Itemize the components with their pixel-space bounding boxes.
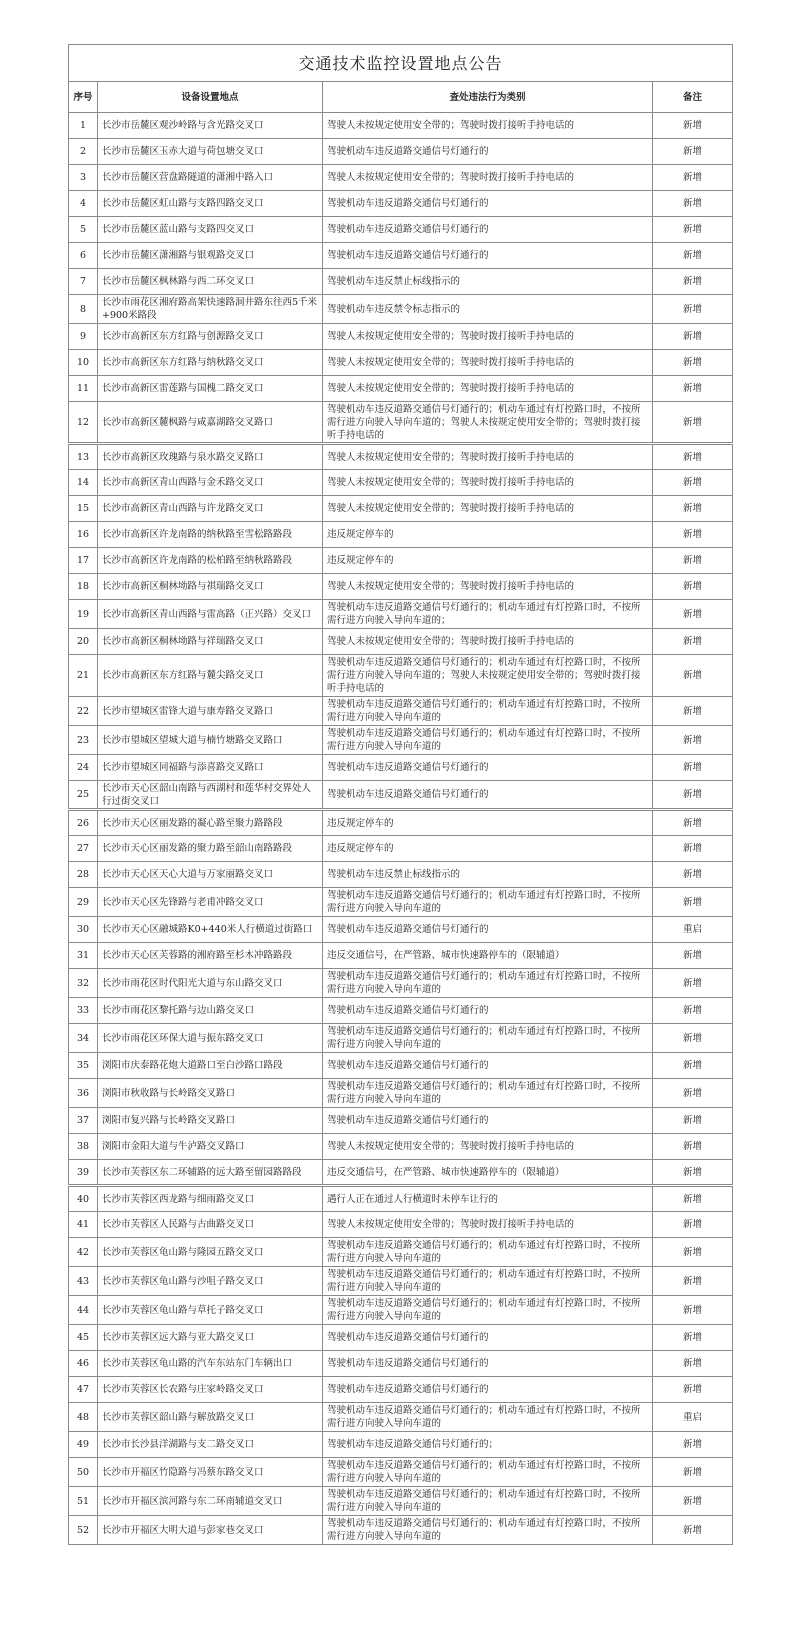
table-row: [69, 113, 733, 139]
row-violation: 驾驶机动车违反道路交通信号灯通行的；机动车通过有灯控路口时，不按所需行进方向驶入导向车道的；: [323, 600, 653, 629]
row-number: 34: [69, 1024, 98, 1053]
row-remark: 新增: [653, 600, 733, 629]
table-row: [69, 917, 733, 943]
row-number: 37: [69, 1108, 98, 1134]
row-violation: 驾驶机动车违反道路交通信号灯通行的: [323, 781, 653, 810]
row-remark: 新增: [653, 444, 733, 470]
row-violation: 驾驶人未按规定使用安全带的；驾驶时拨打接听手持电话的: [323, 496, 653, 522]
row-remark: 新增: [653, 629, 733, 655]
table-row: [69, 496, 733, 522]
row-violation: 驾驶人未按规定使用安全带的；驾驶时拨打接听手持电话的: [323, 1212, 653, 1238]
table-row: [69, 1186, 733, 1212]
row-remark: 新增: [653, 574, 733, 600]
row-remark: 新增: [653, 295, 733, 324]
row-number: 35: [69, 1053, 98, 1079]
row-number: 7: [69, 269, 98, 295]
row-violation: 驾驶人未按规定使用安全带的；驾驶时拨打接听手持电话的: [323, 1134, 653, 1160]
row-number: 15: [69, 496, 98, 522]
table-row: [69, 1134, 733, 1160]
row-number: 41: [69, 1212, 98, 1238]
row-remark: 新增: [653, 139, 733, 165]
row-violation: 驾驶机动车违反道路交通信号灯通行的: [323, 191, 653, 217]
row-violation: 驾驶人未按规定使用安全带的；驾驶时拨打接听手持电话的: [323, 574, 653, 600]
table-row: [69, 969, 733, 998]
row-violation: 驾驶机动车违反道路交通信号灯通行的；机动车通过有灯控路口时，不按所需行进方向驶入导向车道的: [323, 1238, 653, 1267]
row-violation: 驾驶机动车违反道路交通信号灯通行的；机动车通过有灯控路口时，不按所需行进方向驶入导向车道的: [323, 888, 653, 917]
row-remark: 新增: [653, 1377, 733, 1403]
row-violation: 违反规定停车的: [323, 836, 653, 862]
row-number: 23: [69, 726, 98, 755]
row-remark: 新增: [653, 113, 733, 139]
row-number: 19: [69, 600, 98, 629]
row-violation: 驾驶机动车违反道路交通信号灯通行的: [323, 917, 653, 943]
header-no: 序号: [69, 82, 98, 113]
row-number: 11: [69, 376, 98, 402]
row-location: 长沙市芙蓉区龟山路与草托子路交叉口: [98, 1296, 323, 1325]
row-number: 5: [69, 217, 98, 243]
row-location: 长沙市天心区丽发路的凝心路至聚力路路段: [98, 810, 323, 836]
row-violation: 驾驶机动车违反禁止标线指示的: [323, 269, 653, 295]
table-row: [69, 810, 733, 836]
row-location: 长沙市望城区同福路与添喜路交叉路口: [98, 755, 323, 781]
row-location: 浏阳市秋收路与长岭路交叉路口: [98, 1079, 323, 1108]
row-violation: 驾驶机动车违反道路交通信号灯通行的；: [323, 1432, 653, 1458]
table-row: [69, 139, 733, 165]
table-row: [69, 998, 733, 1024]
row-violation: 违反交通信号，在严管路、城市快速路停车的（限辅道）: [323, 943, 653, 969]
row-remark: 新增: [653, 943, 733, 969]
table-row: [69, 574, 733, 600]
row-number: 29: [69, 888, 98, 917]
row-location: 长沙市芙蓉区人民路与古曲路交叉口: [98, 1212, 323, 1238]
row-violation: 驾驶人未按规定使用安全带的；驾驶时拨打接听手持电话的: [323, 444, 653, 470]
announcement-sheet: [68, 44, 732, 1545]
row-number: 21: [69, 655, 98, 697]
row-location: 长沙市高新区青山西路与许龙路交叉口: [98, 496, 323, 522]
monitoring-table: [68, 44, 733, 1545]
row-number: 25: [69, 781, 98, 810]
row-remark: 新增: [653, 1238, 733, 1267]
page-title: 交通技术监控设置地点公告: [69, 45, 733, 82]
row-location: 长沙市岳麓区潇湘路与银观路交叉口: [98, 243, 323, 269]
row-violation: 违反规定停车的: [323, 548, 653, 574]
table-row: [69, 600, 733, 629]
row-violation: 驾驶机动车违反道路交通信号灯通行的: [323, 755, 653, 781]
row-remark: 新增: [653, 522, 733, 548]
table-row: [69, 1212, 733, 1238]
row-remark: 新增: [653, 269, 733, 295]
row-location: 长沙市岳麓区观沙岭路与含光路交叉口: [98, 113, 323, 139]
header-remark: 备注: [653, 82, 733, 113]
row-remark: 新增: [653, 998, 733, 1024]
table-row: [69, 217, 733, 243]
row-violation: 驾驶人未按规定使用安全带的；驾驶时拨打接听手持电话的: [323, 376, 653, 402]
row-location: 长沙市雨花区黎托路与边山路交叉口: [98, 998, 323, 1024]
row-location: 长沙市岳麓区玉赤大道与荷包塘交叉口: [98, 139, 323, 165]
title-row: [69, 45, 733, 82]
row-remark: 新增: [653, 165, 733, 191]
row-remark: 新增: [653, 376, 733, 402]
row-location: 长沙市高新区东方红路与创源路交叉口: [98, 324, 323, 350]
row-location: 长沙市天心区韶山南路与西湖村和莲华村交界处人行过街交叉口: [98, 781, 323, 810]
row-remark: 新增: [653, 1108, 733, 1134]
row-location: 长沙市高新区青山西路与雷高路（正兴路）交叉口: [98, 600, 323, 629]
row-number: 4: [69, 191, 98, 217]
row-number: 13: [69, 444, 98, 470]
row-location: 长沙市长沙县洋湖路与支二路交叉口: [98, 1432, 323, 1458]
row-remark: 新增: [653, 324, 733, 350]
table-row: [69, 350, 733, 376]
row-violation: 违反规定停车的: [323, 522, 653, 548]
row-remark: 新增: [653, 655, 733, 697]
row-violation: 驾驶人未按规定使用安全带的；驾驶时拨打接听手持电话的: [323, 350, 653, 376]
row-remark: 新增: [653, 217, 733, 243]
row-location: 长沙市芙蓉区龟山路与隆园五路交叉口: [98, 1238, 323, 1267]
table-row: [69, 1296, 733, 1325]
row-remark: 新增: [653, 755, 733, 781]
row-violation: 驾驶人未按规定使用安全带的；驾驶时拨打接听手持电话的: [323, 629, 653, 655]
row-location: 长沙市岳麓区虹山路与支路四路交叉口: [98, 191, 323, 217]
row-remark: 新增: [653, 1516, 733, 1545]
row-location: 长沙市天心区丽发路的聚力路至韶山南路路段: [98, 836, 323, 862]
row-location: 长沙市芙蓉区龟山路与沙咀子路交叉口: [98, 1267, 323, 1296]
table-row: [69, 755, 733, 781]
row-remark: 新增: [653, 470, 733, 496]
row-number: 39: [69, 1160, 98, 1186]
table-row: [69, 836, 733, 862]
table-row: [69, 943, 733, 969]
row-location: 长沙市芙蓉区西龙路与细雨路交叉口: [98, 1186, 323, 1212]
row-remark: 新增: [653, 1458, 733, 1487]
row-violation: 遇行人正在通过人行横道时未停车让行的: [323, 1186, 653, 1212]
row-remark: 新增: [653, 350, 733, 376]
table-row: [69, 1267, 733, 1296]
row-location: 长沙市高新区雷莲路与国槐二路交叉口: [98, 376, 323, 402]
row-number: 24: [69, 755, 98, 781]
row-number: 27: [69, 836, 98, 862]
header-violation: 查处违法行为类别: [323, 82, 653, 113]
row-location: 长沙市高新区桐林坳路与祺瑞路交叉口: [98, 574, 323, 600]
table-row: [69, 1053, 733, 1079]
row-location: 浏阳市复兴路与长岭路交叉路口: [98, 1108, 323, 1134]
row-violation: 驾驶机动车违反道路交通信号灯通行的: [323, 1108, 653, 1134]
row-location: 长沙市雨花区湘府路高架快速路洞井路东往西5千米+900米路段: [98, 295, 323, 324]
row-number: 6: [69, 243, 98, 269]
row-remark: 新增: [653, 810, 733, 836]
row-number: 17: [69, 548, 98, 574]
row-violation: 驾驶机动车违反禁止标线指示的: [323, 862, 653, 888]
row-remark: 新增: [653, 1024, 733, 1053]
row-location: 长沙市芙蓉区东二环辅路的远大路至留园路路段: [98, 1160, 323, 1186]
row-number: 43: [69, 1267, 98, 1296]
table-row: [69, 655, 733, 697]
table-row: [69, 522, 733, 548]
row-remark: 新增: [653, 1351, 733, 1377]
row-number: 2: [69, 139, 98, 165]
table-row: [69, 1024, 733, 1053]
row-violation: 驾驶机动车违反道路交通信号灯通行的: [323, 1351, 653, 1377]
row-violation: 驾驶人未按规定使用安全带的；驾驶时拨打接听手持电话的: [323, 113, 653, 139]
row-location: 长沙市天心区融城路K0+440米人行横道过街路口: [98, 917, 323, 943]
table-row: [69, 269, 733, 295]
row-location: 长沙市芙蓉区龟山路的汽车东站东门车辆出口: [98, 1351, 323, 1377]
row-violation: 驾驶机动车违反道路交通信号灯通行的: [323, 998, 653, 1024]
row-location: 长沙市高新区麓枫路与咸嘉湖路交叉路口: [98, 402, 323, 444]
row-number: 20: [69, 629, 98, 655]
table-row: [69, 1377, 733, 1403]
row-remark: 新增: [653, 496, 733, 522]
row-location: 长沙市高新区许龙南路的纳秋路至雪松路路段: [98, 522, 323, 548]
row-location: 长沙市雨花区时代阳光大道与东山路交叉口: [98, 969, 323, 998]
row-number: 32: [69, 969, 98, 998]
row-remark: 新增: [653, 1134, 733, 1160]
row-location: 长沙市芙蓉区远大路与亚大路交叉口: [98, 1325, 323, 1351]
row-location: 浏阳市庆泰路花炮大道路口至白沙路口路段: [98, 1053, 323, 1079]
row-number: 8: [69, 295, 98, 324]
table-row: [69, 376, 733, 402]
row-violation: 驾驶机动车违反道路交通信号灯通行的；机动车通过有灯控路口时，不按所需行进方向驶入导向车道的: [323, 1516, 653, 1545]
row-remark: 新增: [653, 1160, 733, 1186]
row-location: 长沙市雨花区环保大道与振东路交叉口: [98, 1024, 323, 1053]
row-violation: 驾驶人未按规定使用安全带的；驾驶时拨打接听手持电话的: [323, 165, 653, 191]
row-number: 28: [69, 862, 98, 888]
row-location: 长沙市高新区玫瑰路与泉水路交叉路口: [98, 444, 323, 470]
table-row: [69, 781, 733, 810]
row-number: 9: [69, 324, 98, 350]
table-row: [69, 295, 733, 324]
table-row: [69, 402, 733, 444]
row-violation: 驾驶人未按规定使用安全带的；驾驶时拨打接听手持电话的: [323, 470, 653, 496]
row-location: 长沙市天心区天心大道与万家丽路交叉口: [98, 862, 323, 888]
row-number: 10: [69, 350, 98, 376]
row-remark: 新增: [653, 726, 733, 755]
row-violation: 违反交通信号，在严管路、城市快速路停车的（限辅道）: [323, 1160, 653, 1186]
row-number: 52: [69, 1516, 98, 1545]
row-location: 长沙市天心区先锋路与老甫冲路交叉口: [98, 888, 323, 917]
table-body: [69, 113, 733, 1545]
row-remark: 新增: [653, 1487, 733, 1516]
table-row: [69, 548, 733, 574]
row-location: 长沙市开福区大明大道与彭家巷交叉口: [98, 1516, 323, 1545]
row-number: 31: [69, 943, 98, 969]
table-row: [69, 1487, 733, 1516]
table-row: [69, 1160, 733, 1186]
row-location: 长沙市芙蓉区长农路与庄家岭路交叉口: [98, 1377, 323, 1403]
row-location: 长沙市高新区许龙南路的松柏路至纳秋路路段: [98, 548, 323, 574]
row-remark: 新增: [653, 1267, 733, 1296]
row-violation: 驾驶机动车违反道路交通信号灯通行的: [323, 1053, 653, 1079]
row-remark: 新增: [653, 697, 733, 726]
row-violation: 驾驶机动车违反道路交通信号灯通行的；机动车通过有灯控路口时，不按所需行进方向驶入导向车道的；驾驶人未按规定使用安全带的；驾驶时拨打接听手持电话的: [323, 655, 653, 697]
row-number: 1: [69, 113, 98, 139]
table-row: [69, 888, 733, 917]
table-row: [69, 470, 733, 496]
table-row: [69, 444, 733, 470]
row-location: 长沙市开福区竹隐路与冯蔡东路交叉口: [98, 1458, 323, 1487]
row-number: 12: [69, 402, 98, 444]
row-location: 长沙市芙蓉区韶山路与解放路交叉口: [98, 1403, 323, 1432]
row-remark: 新增: [653, 1053, 733, 1079]
row-remark: 重启: [653, 917, 733, 943]
row-location: 长沙市高新区桐林坳路与祥瑞路交叉口: [98, 629, 323, 655]
row-remark: 新增: [653, 243, 733, 269]
row-remark: 新增: [653, 1296, 733, 1325]
table-row: [69, 1108, 733, 1134]
table-row: [69, 1351, 733, 1377]
row-location: 长沙市高新区青山西路与金禾路交叉口: [98, 470, 323, 496]
row-number: 51: [69, 1487, 98, 1516]
table-row: [69, 165, 733, 191]
row-number: 47: [69, 1377, 98, 1403]
table-row: [69, 697, 733, 726]
row-remark: 新增: [653, 1079, 733, 1108]
row-remark: 新增: [653, 1186, 733, 1212]
row-location: 长沙市岳麓区枫林路与西二环交叉口: [98, 269, 323, 295]
row-number: 14: [69, 470, 98, 496]
row-number: 3: [69, 165, 98, 191]
row-location: 长沙市望城区雷锋大道与康寿路交叉路口: [98, 697, 323, 726]
row-number: 50: [69, 1458, 98, 1487]
row-location: 长沙市高新区东方红路与麓尖路交叉口: [98, 655, 323, 697]
table-row: [69, 1238, 733, 1267]
row-location: 长沙市岳麓区营盘路隧道的潇湘中路入口: [98, 165, 323, 191]
row-location: 长沙市望城区望城大道与楠竹塘路交叉路口: [98, 726, 323, 755]
row-number: 33: [69, 998, 98, 1024]
row-violation: 驾驶机动车违反道路交通信号灯通行的: [323, 139, 653, 165]
row-remark: 新增: [653, 1325, 733, 1351]
table-row: [69, 1432, 733, 1458]
row-violation: 驾驶机动车违反道路交通信号灯通行的；机动车通过有灯控路口时，不按所需行进方向驶入导向车道的: [323, 1487, 653, 1516]
table-row: [69, 1079, 733, 1108]
row-remark: 新增: [653, 548, 733, 574]
row-remark: 新增: [653, 862, 733, 888]
row-number: 40: [69, 1186, 98, 1212]
row-remark: 新增: [653, 888, 733, 917]
row-violation: 驾驶机动车违反道路交通信号灯通行的；机动车通过有灯控路口时，不按所需行进方向驶入导向车道的: [323, 697, 653, 726]
row-number: 18: [69, 574, 98, 600]
row-violation: 驾驶机动车违反道路交通信号灯通行的: [323, 1325, 653, 1351]
row-violation: 驾驶机动车违反道路交通信号灯通行的；机动车通过有灯控路口时，不按所需行进方向驶入导向车道的: [323, 1024, 653, 1053]
table-row: [69, 1458, 733, 1487]
row-number: 22: [69, 697, 98, 726]
row-location: 长沙市高新区东方红路与纳秋路交叉口: [98, 350, 323, 376]
row-violation: 驾驶机动车违反道路交通信号灯通行的: [323, 1377, 653, 1403]
row-violation: 驾驶机动车违反道路交通信号灯通行的: [323, 243, 653, 269]
row-location: 长沙市天心区芙蓉路的湘府路至杉木冲路路段: [98, 943, 323, 969]
table-row: [69, 243, 733, 269]
row-remark: 新增: [653, 969, 733, 998]
row-number: 26: [69, 810, 98, 836]
header-location: 设备设置地点: [98, 82, 323, 113]
row-violation: 驾驶机动车违反道路交通信号灯通行的；机动车通过有灯控路口时，不按所需行进方向驶入导向车道的: [323, 969, 653, 998]
row-violation: 违反规定停车的: [323, 810, 653, 836]
row-violation: 驾驶机动车违反道路交通信号灯通行的；机动车通过有灯控路口时，不按所需行进方向驶入导向车道的: [323, 1079, 653, 1108]
row-number: 44: [69, 1296, 98, 1325]
table-row: [69, 862, 733, 888]
row-remark: 新增: [653, 781, 733, 810]
table-row: [69, 191, 733, 217]
table-row: [69, 1325, 733, 1351]
row-remark: 新增: [653, 836, 733, 862]
header-row: [69, 82, 733, 113]
row-number: 36: [69, 1079, 98, 1108]
row-number: 46: [69, 1351, 98, 1377]
row-number: 42: [69, 1238, 98, 1267]
table-row: [69, 1403, 733, 1432]
row-violation: 驾驶机动车违反道路交通信号灯通行的；机动车通过有灯控路口时，不按所需行进方向驶入导向车道的: [323, 726, 653, 755]
row-remark: 新增: [653, 1212, 733, 1238]
row-number: 38: [69, 1134, 98, 1160]
table-row: [69, 726, 733, 755]
table-row: [69, 324, 733, 350]
row-violation: 驾驶机动车违反禁令标志指示的: [323, 295, 653, 324]
row-remark: 新增: [653, 191, 733, 217]
table-row: [69, 1516, 733, 1545]
row-location: 长沙市开福区滨河路与东二环南辅道交叉口: [98, 1487, 323, 1516]
row-violation: 驾驶机动车违反道路交通信号灯通行的: [323, 217, 653, 243]
row-number: 30: [69, 917, 98, 943]
row-number: 45: [69, 1325, 98, 1351]
row-violation: 驾驶机动车违反道路交通信号灯通行的；机动车通过有灯控路口时，不按所需行进方向驶入导向车道的；驾驶人未按规定使用安全带的；驾驶时拨打接听手持电话的: [323, 402, 653, 444]
row-violation: 驾驶机动车违反道路交通信号灯通行的；机动车通过有灯控路口时，不按所需行进方向驶入导向车道的: [323, 1267, 653, 1296]
row-number: 49: [69, 1432, 98, 1458]
row-violation: 驾驶机动车违反道路交通信号灯通行的；机动车通过有灯控路口时，不按所需行进方向驶入导向车道的: [323, 1403, 653, 1432]
row-violation: 驾驶机动车违反道路交通信号灯通行的；机动车通过有灯控路口时，不按所需行进方向驶入导向车道的: [323, 1296, 653, 1325]
row-remark: 新增: [653, 402, 733, 444]
row-number: 16: [69, 522, 98, 548]
row-location: 浏阳市金阳大道与牛泸路交叉路口: [98, 1134, 323, 1160]
row-number: 48: [69, 1403, 98, 1432]
table-row: [69, 629, 733, 655]
row-remark: 重启: [653, 1403, 733, 1432]
row-location: 长沙市岳麓区蓝山路与支路四交叉口: [98, 217, 323, 243]
row-remark: 新增: [653, 1432, 733, 1458]
row-violation: 驾驶机动车违反道路交通信号灯通行的；机动车通过有灯控路口时，不按所需行进方向驶入导向车道的: [323, 1458, 653, 1487]
row-violation: 驾驶人未按规定使用安全带的；驾驶时拨打接听手持电话的: [323, 324, 653, 350]
